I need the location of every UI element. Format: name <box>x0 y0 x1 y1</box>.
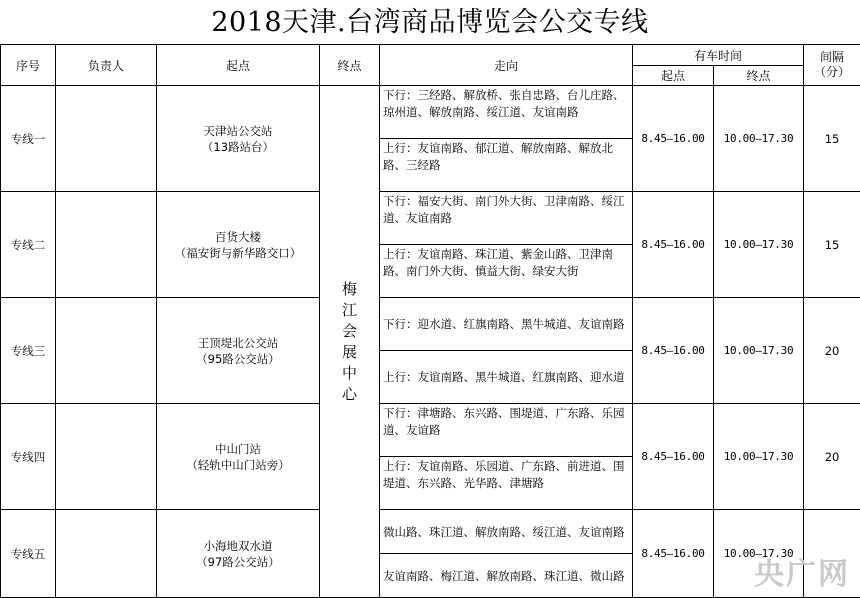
line-start-point <box>157 192 320 298</box>
route-up: 上行：友谊南路、黑牛城道、红旗南路、迎水道 <box>380 351 633 404</box>
line-start-point <box>157 404 320 510</box>
table-row <box>1 404 860 457</box>
start-point-detail: （轻轨中山门站旁） <box>157 457 319 473</box>
route-up: 上行：友谊南路、珠江道、紫金山路、卫津南路、南门外大街、慎益大街、绿安大街 <box>380 245 633 298</box>
line-name: 专线五 <box>1 510 56 598</box>
terminus-char: 中 <box>320 363 379 384</box>
table-row <box>1 192 860 245</box>
route-down: 下行：三经路、解放桥、张自忠路、台儿庄路、琼州道、解放南路、绥江道、友谊南路 <box>380 86 633 139</box>
interval-value: 15 <box>804 192 860 298</box>
route-down: 微山路、珠江道、解放南路、绥江道、友谊南路 <box>380 510 633 554</box>
line-person <box>56 192 157 298</box>
start-point-detail: （97路公交站） <box>157 554 319 570</box>
header-interval-line2: （分） <box>804 65 860 80</box>
header-end: 终点 <box>320 45 380 86</box>
start-point-detail: （福安街与新华路交口） <box>157 245 319 261</box>
terminus-char: 心 <box>320 384 379 405</box>
time-start: 8.45—16.00 <box>633 298 714 404</box>
start-point-name: 天津站公交站 <box>157 123 319 139</box>
interval-value: 15 <box>804 86 860 192</box>
route-up: 友谊南路、梅江道、解放南路、珠江道、微山路 <box>380 554 633 598</box>
terminus-char: 会 <box>320 321 379 342</box>
route-up: 上行：友谊南路、乐园道、广东路、前进道、围堤道、东兴路、光华路、津塘路 <box>380 457 633 510</box>
time-start: 8.45—16.00 <box>633 192 714 298</box>
header-time-end: 终点 <box>714 66 804 86</box>
header-interval-line1: 间隔 <box>804 50 860 65</box>
header-start: 起点 <box>157 45 320 86</box>
line-name: 专线三 <box>1 298 56 404</box>
line-name: 专线二 <box>1 192 56 298</box>
header-person: 负责人 <box>56 45 157 86</box>
watermark-logo: 央广网 <box>754 549 850 593</box>
time-start: 8.45—16.00 <box>633 510 714 598</box>
header-seq: 序号 <box>1 45 56 86</box>
line-name: 专线一 <box>1 86 56 192</box>
time-end: 10.00—17.30 <box>714 510 804 598</box>
header-route: 走向 <box>380 45 633 86</box>
route-down: 下行：福安大街、南门外大街、卫津南路、绥江道、友谊南路 <box>380 192 633 245</box>
terminus-cell <box>320 86 380 598</box>
start-point-name: 中山门站 <box>157 441 319 457</box>
line-person <box>56 510 157 598</box>
start-point-name: 小海地双水道 <box>157 538 319 554</box>
line-name: 专线四 <box>1 404 56 510</box>
route-up: 上行：友谊南路、郁江道、解放南路、解放北路、三经路 <box>380 139 633 192</box>
terminus-char: 江 <box>320 300 379 321</box>
header-interval <box>804 45 860 86</box>
bus-schedule-table <box>0 44 860 598</box>
start-point-name: 百货大楼 <box>157 229 319 245</box>
start-point-detail: （13路站台） <box>157 139 319 155</box>
route-down: 下行：津塘路、东兴路、围堤道、广东路、乐园道、友谊路 <box>380 404 633 457</box>
interval-value: 20 <box>804 404 860 510</box>
line-person <box>56 298 157 404</box>
line-start-point <box>157 86 320 192</box>
table-row <box>1 86 860 139</box>
time-end: 10.00—17.30 <box>714 192 804 298</box>
time-end: 10.00—17.30 <box>714 298 804 404</box>
route-down: 下行：迎水道、红旗南路、黑牛城道、友谊南路 <box>380 298 633 351</box>
time-end: 10.00—17.30 <box>714 404 804 510</box>
time-start: 8.45—16.00 <box>633 86 714 192</box>
start-point-detail: （95路公交站） <box>157 351 319 367</box>
time-start: 8.45—16.00 <box>633 404 714 510</box>
interval-value: 20 <box>804 298 860 404</box>
line-person <box>56 404 157 510</box>
line-person <box>56 86 157 192</box>
start-point-name: 王顶堤北公交站 <box>157 335 319 351</box>
time-end: 10.00—17.30 <box>714 86 804 192</box>
table-row <box>1 510 860 554</box>
line-start-point <box>157 298 320 404</box>
table-row <box>1 298 860 351</box>
line-start-point <box>157 510 320 598</box>
terminus-char: 梅 <box>320 279 379 300</box>
page-title: 2018天津.台湾商品博览会公交专线 <box>0 0 860 44</box>
terminus-char: 展 <box>320 342 379 363</box>
header-time-start: 起点 <box>633 66 714 86</box>
header-time-group: 有车时间 <box>633 45 804 66</box>
